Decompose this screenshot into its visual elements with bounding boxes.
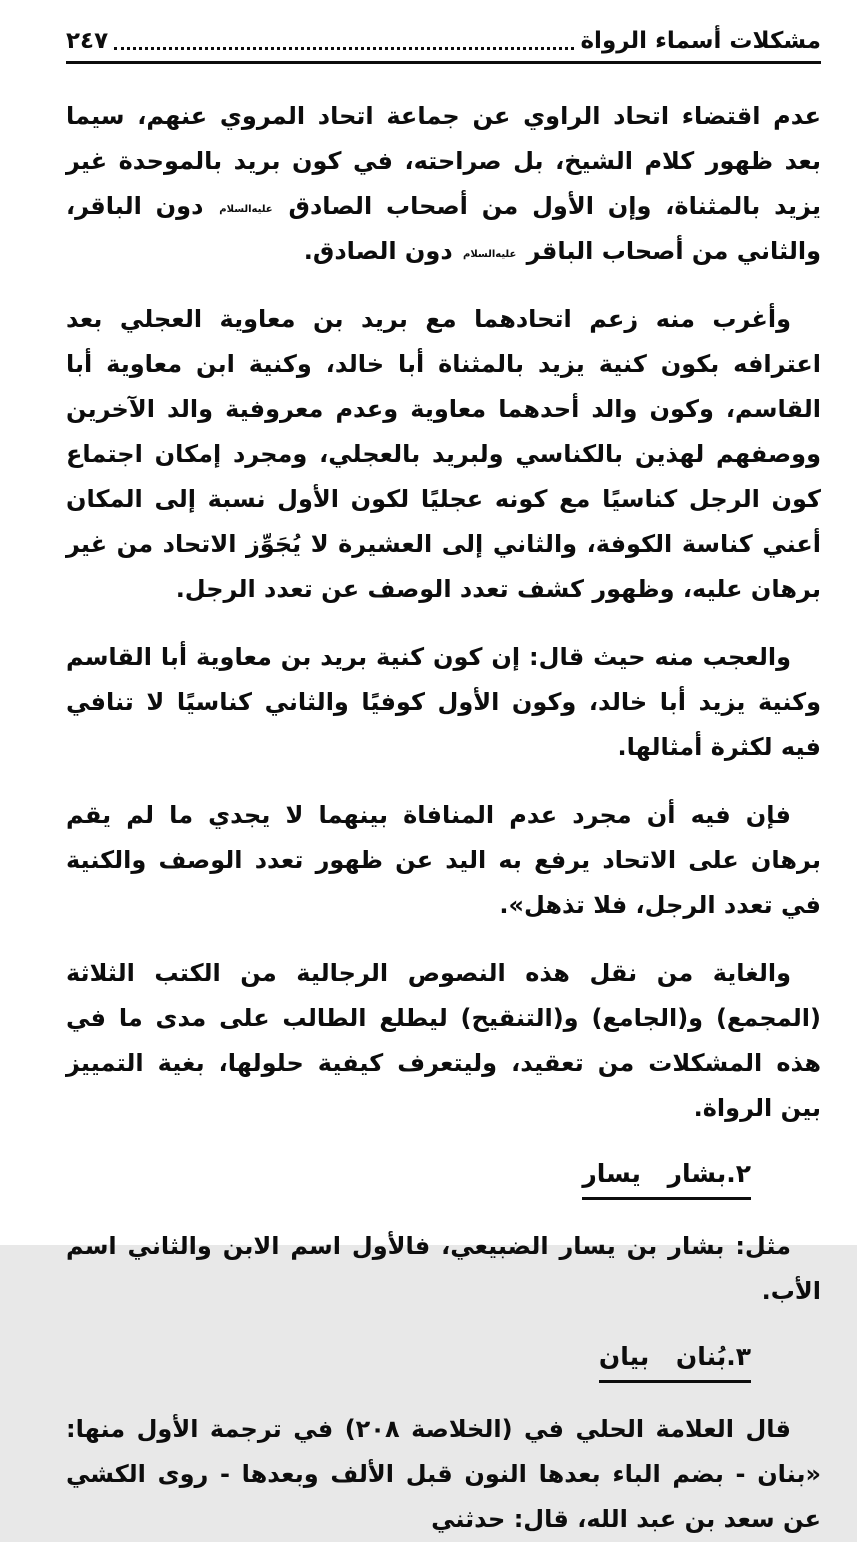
paragraph: قال العلامة الحلي في (الخلاصة ٢٠٨) في ترجمة الأول منها: «بنان - بضم الباء بعدها النون قبل الألف وبعدها - روى الكشي عن سعد بن عبد الله، قال: حدثني <box>66 1415 821 1533</box>
paragraph: مثل: بشار بن يسار الضبيعي، فالأول اسم الابن والثاني اسم الأب. <box>66 1232 821 1305</box>
page-body <box>66 64 821 1542</box>
paragraph: والعجب منه حيث قال: إن كون كنية بريد بن معاوية أبا القاسم وكنية يزيد أبا خالد، وكون الأول كوفيًا والثاني كناسيًا لا تنافي فيه لكثرة أمثالها. <box>66 643 821 761</box>
page-number: ٢٤٧ <box>66 28 109 54</box>
paragraph: فإن فيه أن مجرد عدم المنافاة بينهما لا يجدي ما لم يقم برهان على الاتحاد يرفع به اليد عن ظهور تعدد الوصف والكنية في تعدد الرجل، فلا تذهل». <box>66 801 821 919</box>
running-title: مشكلات أسماء الرواة <box>580 28 821 54</box>
alayhis-salam-symbol: عليه‌السلام <box>219 204 273 215</box>
paragraph: والغاية من نقل هذه النصوص الرجالية من الكتب الثلاثة (المجمع) و(الجامع) و(التنقيح) ليطلع الطالب على مدى ما في هذه المشكلات من تعقيد، وليتعرف كيفية حلولها، بغية التمييز بين الرواة. <box>66 959 821 1122</box>
paragraph: وأغرب منه زعم اتحادهما مع بريد بن معاوية العجلي بعد اعترافه بكون كنية يزيد بالمثناة أبا خالد، وكنية ابن معاوية أبا القاسم، وكون والد أحدهما معاوية وعدم معروفية والد الآخرين ووصفهم لهذين بالكناسي ولبريد بالعجلي، ومجرد إمكان اجتماع كون الرجل كناسيًا مع كونه عجليًا لكون الأول نسبة إلى المكان أعني كناسة الكوفة، والثاني إلى العشيرة لا يُجَوِّز الاتحاد من غير برهان عليه، وظهور كشف تعدد الوصف عن تعدد الرجل. <box>66 305 821 603</box>
section-heading-2 <box>66 1154 751 1200</box>
running-header <box>66 26 821 64</box>
paragraph: عدم اقتضاء اتحاد الراوي عن جماعة اتحاد المروي عنهم، سيما بعد ظهور كلام الشيخ، بل صراحته، في كون بريد بالموحدة غير يزيد بالمثناة، وإن الأول من أصحاب الصادق عليه‌السلام دون الباقر، والثاني من أصحاب الباقر عليه‌السلام دون الصادق. <box>66 102 821 265</box>
section-heading-text: ٢.بشار يسار <box>582 1154 751 1200</box>
dotted-leader <box>114 47 574 50</box>
section-heading-3 <box>66 1337 751 1383</box>
alayhis-salam-symbol: عليه‌السلام <box>462 249 517 260</box>
section-heading-text: ٣.بُنان بيان <box>599 1337 751 1383</box>
